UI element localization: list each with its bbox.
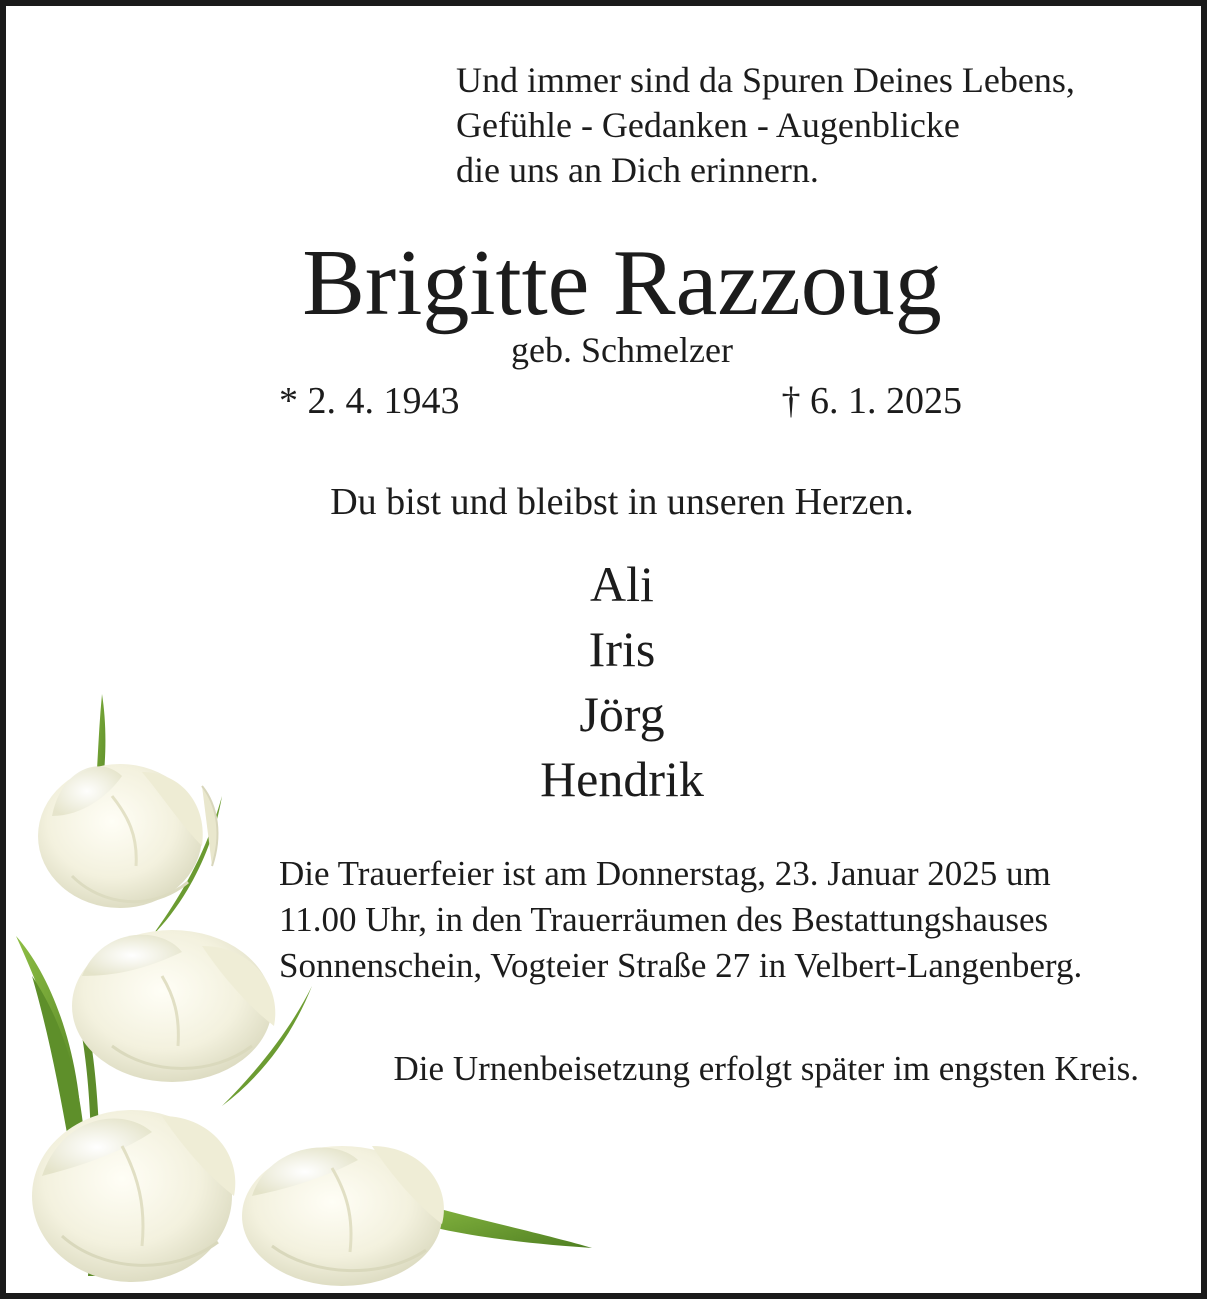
service-line: Die Trauerfeier ist am Donnerstag, 23. Januar 2025 um	[279, 854, 1051, 893]
memorial-poem	[456, 58, 1075, 193]
poem-line: Gefühle - Gedanken - Augenblicke	[456, 105, 960, 145]
service-line: 11.00 Uhr, in den Trauerräumen des Bestattungshauses	[279, 900, 1049, 939]
urn-burial-note: Die Urnenbeisetzung erfolgt später im engsten Kreis.	[393, 1049, 1139, 1088]
deceased-name: Brigitte Razzoug	[302, 231, 942, 335]
family-member: Hendrik	[540, 751, 704, 807]
birth-date: * 2. 4. 1943	[279, 380, 460, 422]
life-dates	[279, 378, 962, 424]
family-member: Ali	[590, 556, 654, 612]
family-member: Jörg	[579, 686, 665, 742]
service-line: Sonnenschein, Vogteier Straße 27 in Velbert-Langenberg.	[279, 946, 1083, 985]
poem-line: die uns an Dich erinnern.	[456, 150, 819, 190]
family-member: Iris	[588, 621, 656, 677]
poem-line: Und immer sind da Spuren Deines Lebens,	[456, 60, 1075, 100]
maiden-name: geb. Schmelzer	[511, 330, 733, 370]
memorial-motto: Du bist und bleibst in unseren Herzen.	[330, 481, 914, 523]
death-date: † 6. 1. 2025	[781, 380, 962, 422]
white-tulips-icon	[12, 676, 612, 1299]
